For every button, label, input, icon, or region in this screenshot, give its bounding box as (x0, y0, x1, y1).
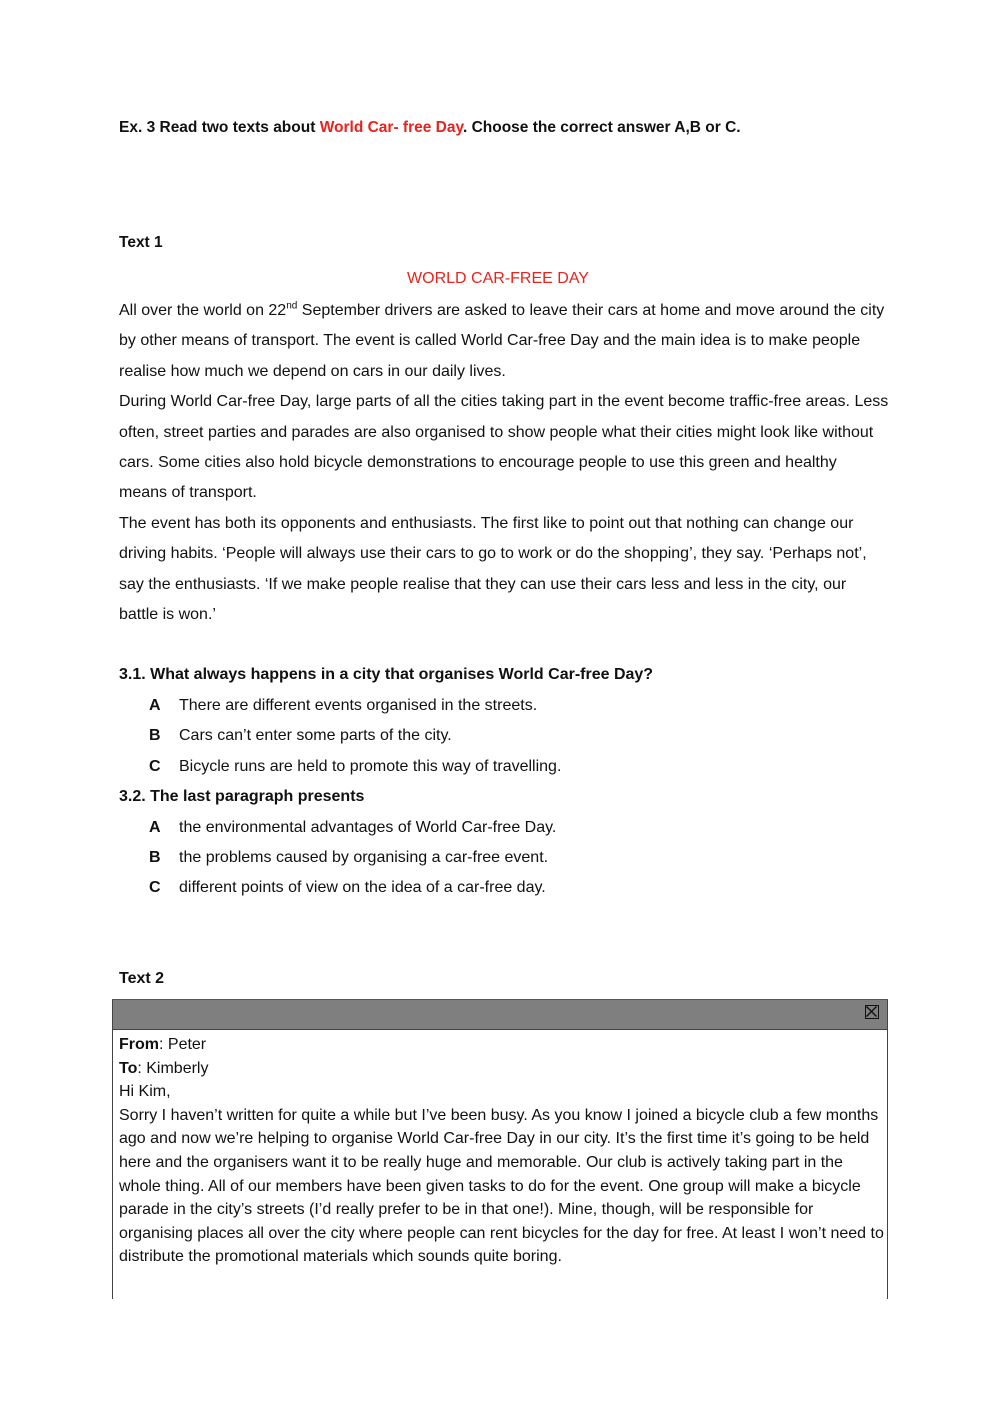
to-label: To (119, 1059, 138, 1077)
option-3-1-b[interactable] (149, 727, 452, 745)
text2-label: Text 2 (119, 970, 165, 987)
text1-body (119, 296, 889, 630)
text1-title: WORLD CAR-FREE DAY (407, 270, 589, 287)
to-value: : Kimberly (137, 1059, 209, 1077)
option-text: Bicycle runs are held to promote this way of travelling. (179, 758, 562, 775)
option-letter: C (149, 879, 161, 896)
option-3-2-c[interactable] (149, 879, 546, 897)
question-3-1: 3.1. What always happens in a city that organises World Car-free Day? (119, 666, 654, 683)
option-letter: A (149, 819, 161, 836)
option-3-2-a[interactable] (149, 819, 556, 837)
option-text: There are different events organised in the streets. (179, 697, 538, 714)
email-titlebar (113, 1000, 887, 1030)
option-letter: C (149, 758, 161, 775)
from-label: From (119, 1036, 159, 1053)
from-value: : Peter (159, 1036, 207, 1053)
email-from (119, 1033, 889, 1057)
option-text: different points of view on the idea of a car-free day. (179, 879, 546, 896)
email-body (113, 1030, 889, 1269)
close-x-icon (866, 1006, 877, 1017)
option-3-2-b[interactable] (149, 849, 548, 867)
close-box-icon[interactable] (865, 1005, 879, 1019)
option-text: the problems caused by organising a car-free event. (179, 849, 549, 866)
ordinal-suffix: nd (286, 300, 298, 312)
email-message: Sorry I haven’t written for quite a while but I’ve been busy. As you know I joined a bicycle club a few months ago and now we’re helping to organise World Car-free Day in our city. It’s the first time it’s going to be held here and the organisers want it to be really huge and memorable. Our club is actively taking part in the whole thing. All of our members have been given tasks to do for the event. One group will make a bicycle parade in the city’s streets (I’d really prefer to be in that one!). Mine, though, will be responsible for organising places all over the city where people can rent bicycles for the day for free. At least I won’t need to distribute the promotional materials which sounds quite boring. (119, 1106, 884, 1266)
email-greeting: Hi Kim, (119, 1083, 171, 1101)
option-3-1-c[interactable] (149, 758, 561, 776)
text1-paragraph-3: The event has both its opponents and enthusiasts. The first like to point out that nothing can change our driving habits. ‘People will always use their cars to go to work or do the shopping’, they say. ‘Perhaps not’, say the enthusiasts. ‘If we make people realise that they can use their cars less and less in the city, our battle is won.’ (119, 514, 867, 624)
text1-paragraph-2: During World Car-free Day, large parts of all the cities taking part in the event become traffic-free areas. Less often, street parties and parades are also organised to show people what their cities might look like without cars. Some cities also hold bicycle demonstrations to encourage people to use this green and healthy means of transport. (119, 393, 889, 502)
text1-label: Text 1 (119, 234, 163, 251)
email-to (119, 1057, 889, 1081)
option-text: Cars can’t enter some parts of the city. (179, 727, 452, 744)
p1-start: All over the world on 22 (119, 302, 287, 319)
instruction-highlight: World Car- free Day (319, 119, 463, 136)
instruction-suffix: . Choose the correct answer A,B or C. (462, 119, 741, 136)
exercise-instruction (119, 119, 741, 137)
p1-rest: September drivers are asked to leave their cars at home and move around the city by other means of transport. The event is called World Car-free Day and the main idea is to make people realise how much we depend on cars in our daily lives. (119, 302, 885, 380)
question-3-2: 3.2. The last paragraph presents (119, 788, 365, 805)
option-letter: B (149, 849, 161, 866)
option-text: the environmental advantages of World Car-free Day. (179, 819, 557, 836)
email-window (112, 999, 888, 1299)
text1-paragraph-1 (119, 296, 889, 387)
option-letter: A (149, 697, 161, 714)
instruction-prefix: Ex. 3 Read two texts about (119, 119, 320, 136)
option-letter: B (149, 727, 161, 744)
option-3-1-a[interactable] (149, 697, 537, 715)
